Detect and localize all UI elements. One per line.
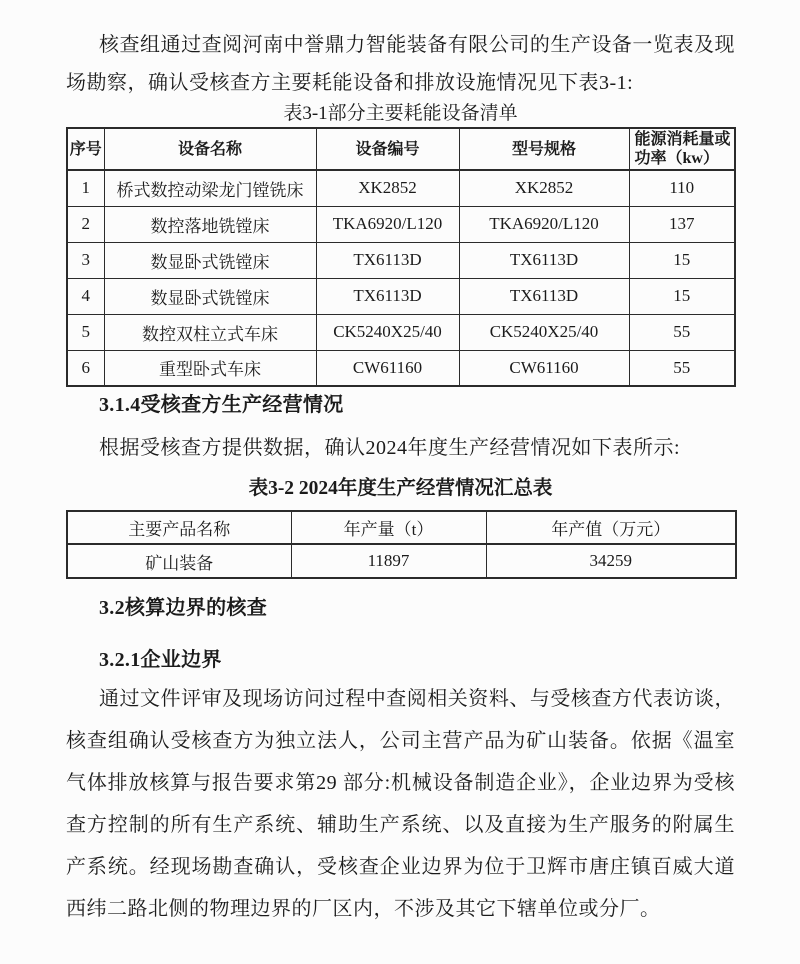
table-cell: 5 [67, 314, 104, 350]
table-cell: 4 [67, 278, 104, 314]
table-cell: 11897 [291, 544, 486, 578]
table-cell: XK2852 [316, 170, 459, 206]
table-header-row [67, 128, 735, 170]
table-cell: CK5240X25/40 [316, 314, 459, 350]
column-header: 设备名称 [104, 128, 316, 170]
column-header: 主要产品名称 [67, 511, 291, 544]
section-heading-3-2: 3.2核算边界的核查 [99, 597, 267, 619]
table-cell: 数显卧式铣镗床 [104, 278, 316, 314]
energy-equipment-table [66, 127, 736, 387]
table-row [67, 242, 735, 278]
table-row [67, 544, 736, 578]
table-cell: TKA6920/L120 [459, 206, 629, 242]
table-header-row [67, 511, 736, 544]
paragraph-boundary: 通过文件评审及现场访问过程中查阅相关资料、与受核查方代表访谈，核查组确认受核查方为独立法人，公司主营产品为矿山装备。依据《温室气体排放核算与报告要求第29 部分:机械设备制造企业》，企业边界为受核查方控制的所有生产系统、辅助生产系统、以及直接为生产服务的附属生产系统。经现场勘查确认，受核查企业边界为位于卫辉市唐庄镇百威大道西纬二路北侧的物理边界的厂区内，不涉及其它下辖单位或分厂。 [66, 688, 735, 920]
table-cell: 3 [67, 242, 104, 278]
table1-caption: 表3-1部分主要耗能设备清单 [283, 103, 518, 124]
table-row [67, 350, 735, 386]
table-cell: 数控双柱立式车床 [104, 314, 316, 350]
table-cell: XK2852 [459, 170, 629, 206]
table-row [67, 314, 735, 350]
table-cell: 桥式数控动梁龙门镗铣床 [104, 170, 316, 206]
column-header: 序号 [67, 128, 104, 170]
table-cell: 15 [629, 242, 735, 278]
section-heading-3-2-1: 3.2.1企业边界 [99, 649, 222, 671]
table-cell: 矿山装备 [67, 544, 291, 578]
table-cell: 55 [629, 314, 735, 350]
table-row [67, 206, 735, 242]
table-cell: TX6113D [459, 242, 629, 278]
table-cell: 34259 [486, 544, 736, 578]
table-cell: 数显卧式铣镗床 [104, 242, 316, 278]
table-cell: CK5240X25/40 [459, 314, 629, 350]
table-row [67, 170, 735, 206]
table-cell: TX6113D [316, 278, 459, 314]
production-summary-table [66, 510, 737, 579]
paragraph-intro: 核查组通过查阅河南中誉鼎力智能装备有限公司的生产设备一览表及现场勘察，确认受核查方主要耗能设备和排放设施情况见下表3-1: [66, 34, 735, 94]
paragraph-production: 根据受核查方提供数据，确认2024年度生产经营情况如下表所示: [99, 437, 681, 459]
table-cell: 1 [67, 170, 104, 206]
table-cell: 数控落地铣镗床 [104, 206, 316, 242]
column-header: 年产量（t） [291, 511, 486, 544]
table-cell: 110 [629, 170, 735, 206]
table-cell: 6 [67, 350, 104, 386]
table-cell: 2 [67, 206, 104, 242]
table-row [67, 278, 735, 314]
table2-caption: 表3-2 2024年度生产经营情况汇总表 [248, 478, 553, 499]
table-cell: 15 [629, 278, 735, 314]
table-cell: CW61160 [459, 350, 629, 386]
table-cell: CW61160 [316, 350, 459, 386]
table-cell: TX6113D [459, 278, 629, 314]
table-cell: TX6113D [316, 242, 459, 278]
table-cell: 重型卧式车床 [104, 350, 316, 386]
table-cell: TKA6920/L120 [316, 206, 459, 242]
column-header: 型号规格 [459, 128, 629, 170]
table-cell: 137 [629, 206, 735, 242]
column-header: 能源消耗量或功率（kw） [629, 128, 735, 170]
section-heading-3-1-4: 3.1.4受核查方生产经营情况 [99, 394, 344, 416]
column-header: 年产值（万元） [486, 511, 736, 544]
table-cell: 55 [629, 350, 735, 386]
column-header: 设备编号 [316, 128, 459, 170]
